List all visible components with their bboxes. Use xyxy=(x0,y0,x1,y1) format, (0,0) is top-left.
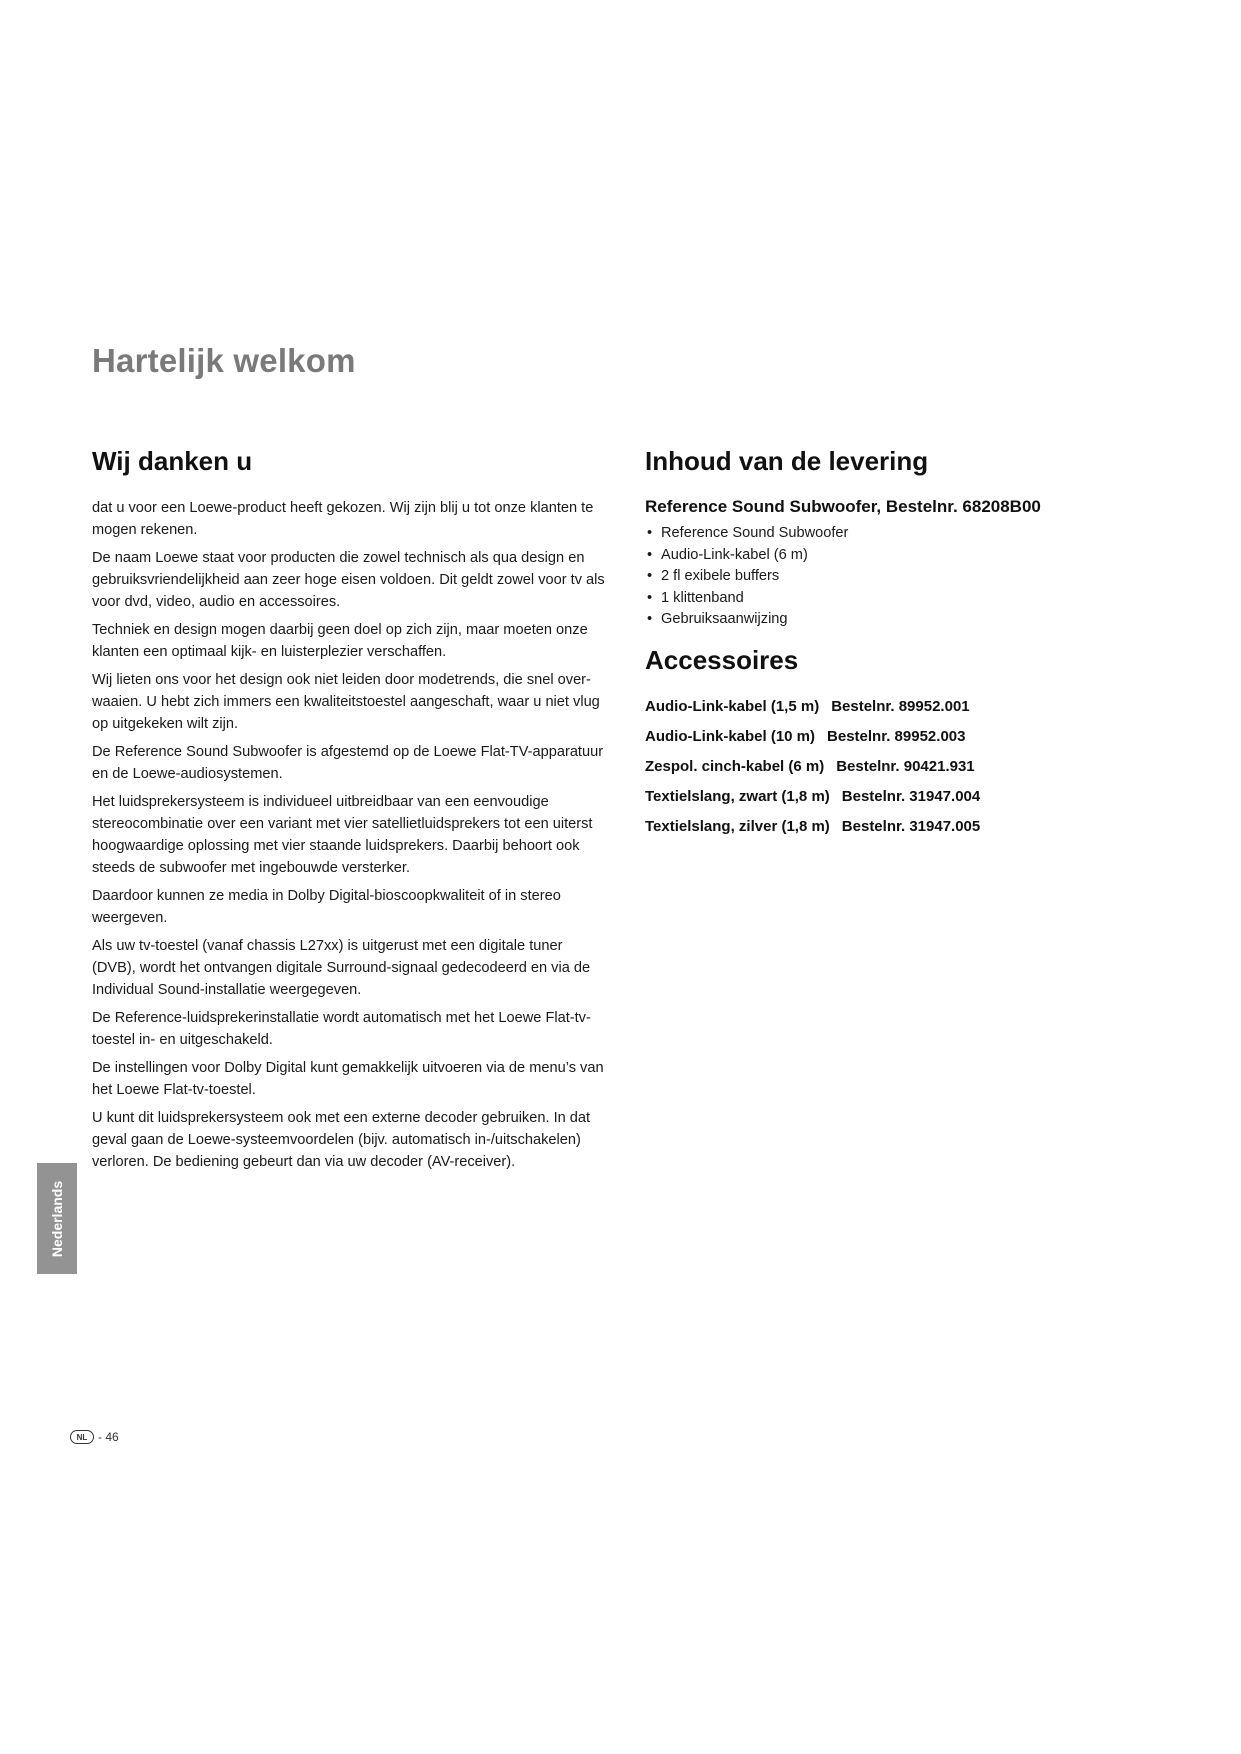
paragraph: De Reference Sound Subwoofer is afgestemd op de Loewe Flat-TV-apparatuur en de Loewe-audiosystemen. xyxy=(92,744,604,782)
accessory-name: Textielslang, zwart (1,8 m) xyxy=(645,787,830,805)
accessory-row xyxy=(645,722,1165,752)
paragraph: De Reference-luidsprekerinstallatie wordt automatisch met het Loewe Flat-tv-toestel in- en uitgeschakeld. xyxy=(92,1010,591,1048)
accessory-row xyxy=(645,752,1165,782)
paragraph: Als uw tv-toestel (vanaf chassis L27xx) is uitgerust met een digitale tuner (DVB), wordt het ontvangen digitale Surround-signaal gedecodeerd en via de Individual Sound-installatie weergegeven. xyxy=(92,938,591,998)
nl-badge-icon: NL xyxy=(70,1430,94,1444)
paragraph: Daardoor kunnen ze media in Dolby Digital-bioscoopkwaliteit of in stereo weergeven. xyxy=(92,888,561,926)
accessory-order-number: Bestelnr. 31947.004 xyxy=(841,787,981,805)
paragraph: Techniek en design mogen daarbij geen doel op zich zijn, maar moeten onze klanten een optimaal kijk- en luisterplezier verschaffen. xyxy=(92,622,588,660)
accessory-name: Audio-Link-kabel (10 m) xyxy=(645,727,816,745)
accessory-order-number: Bestelnr. 31947.005 xyxy=(841,817,981,835)
accessory-name: Zespol. cinch-kabel (6 m) xyxy=(645,757,825,775)
language-side-tab xyxy=(37,1163,77,1274)
delivery-list xyxy=(645,523,1165,631)
list-item: • 1 klittenband xyxy=(645,588,1165,610)
accessory-name: Audio-Link-kabel (1,5 m) xyxy=(645,697,820,715)
list-item: • Gebruiksaanwijzing xyxy=(645,609,1165,631)
list-item: • Reference Sound Subwoofer xyxy=(645,523,1165,545)
list-item: • Audio-Link-kabel (6 m) xyxy=(645,545,1165,567)
list-item: • 2 fl exibele buffers xyxy=(645,566,1165,588)
paragraph: U kunt dit luidsprekersysteem ook met een externe decoder gebruiken. In dat geval gaan de Loewe-systeemvoordelen (bijv. automatisch in-/uitschakelen) verloren. De bediening gebeurt dan via uw decoder (AV-receiver). xyxy=(92,1110,591,1170)
language-label: Nederlands xyxy=(49,1180,65,1257)
accessory-order-number: Bestelnr. 90421.931 xyxy=(836,757,975,775)
page-title: Hartelijk welkom xyxy=(92,342,356,379)
page-footer xyxy=(70,1430,119,1444)
right-column xyxy=(645,446,1165,842)
paragraph: dat u voor een Loewe-product heeft gekozen. Wij zijn blij u tot onze klanten te mogen rekenen. xyxy=(92,500,594,538)
accessory-row xyxy=(645,812,1165,842)
paragraph: De instellingen voor Dolby Digital kunt gemakkelijk uitvoeren via de menu’s van het Loewe Flat-tv-toestel. xyxy=(92,1060,604,1098)
accessory-row xyxy=(645,782,1165,812)
paragraph: Het luidsprekersysteem is individueel uitbreidbaar van een eenvoudige stereocombinatie over een variant met vier satellietluidsprekers tot een uiterst hoogwaardige oplossing met vier staande luidsprekers. Daarbij behoort ook steeds de subwoofer met ingebouwde versterker. xyxy=(92,794,593,876)
delivery-heading: Inhoud van de levering xyxy=(645,446,929,476)
accessory-order-number: Bestelnr. 89952.003 xyxy=(827,727,966,745)
product-line: Reference Sound Subwoofer, Bestelnr. 68208B00 xyxy=(645,497,1041,516)
paragraph: De naam Loewe staat voor producten die zowel technisch als qua design en gebruiksvriendelijkheid aan zeer hoge eisen voldoen. Dit geldt zowel voor tv als voor dvd, video, audio en accessoires. xyxy=(92,550,605,610)
accessory-name: Textielslang, zilver (1,8 m) xyxy=(645,817,830,835)
thanks-heading: Wij danken u xyxy=(92,446,253,476)
accessory-order-number: Bestelnr. 89952.001 xyxy=(831,697,970,715)
accessory-row xyxy=(645,692,1165,722)
paragraph: Wij lieten ons voor het design ook niet leiden door modetrends, die snel overwaaien. U hebt zich immers een kwaliteitstoestel aangeschaft, waar u niet vlug op uitgekeken wilt zijn. xyxy=(92,672,600,732)
left-column xyxy=(92,446,607,1179)
page-number: - 46 xyxy=(98,1430,119,1444)
accessories-heading: Accessoires xyxy=(645,644,799,675)
